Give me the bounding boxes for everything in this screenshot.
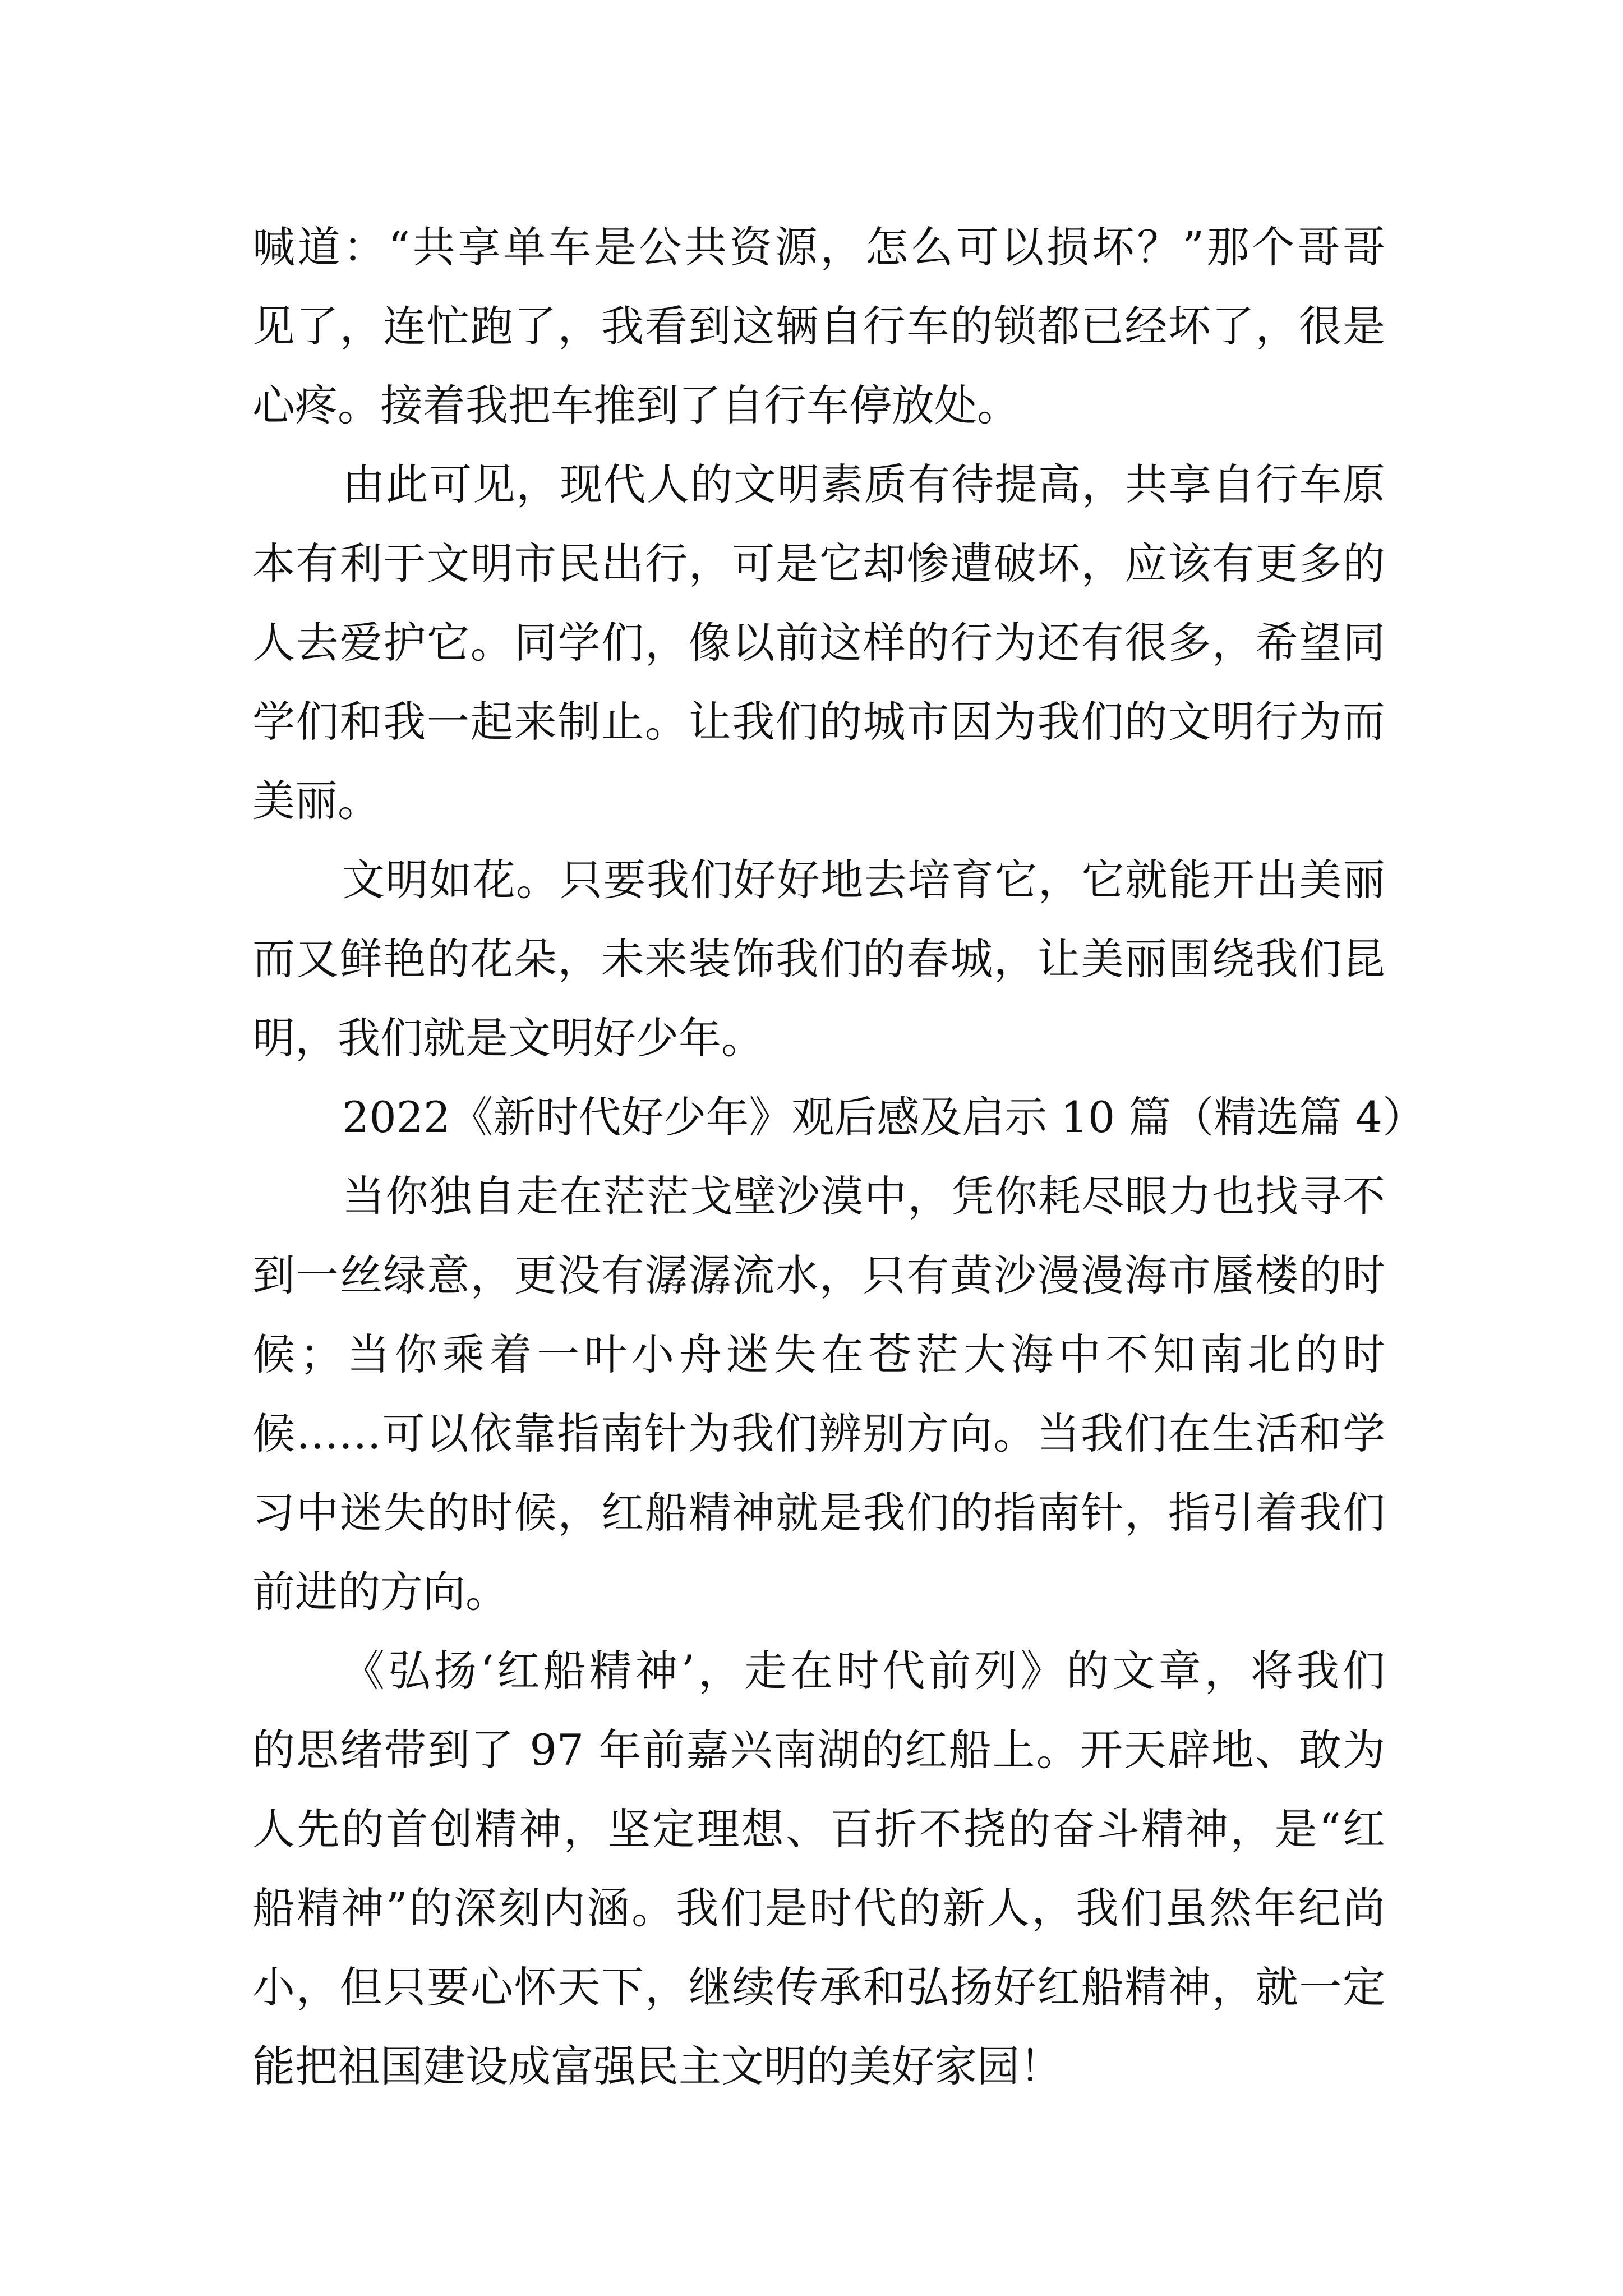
body-text (252, 208, 1425, 2106)
text-line: 美丽。 (252, 776, 380, 826)
text-line: 喊道：“共享单车是公共资源，怎么可以损坏？”那个哥哥 (252, 222, 1385, 272)
text-line: 的思绪带到了 97 年前嘉兴南湖的红船上。开天辟地、敢为 (252, 1725, 1385, 1775)
text-line: 人去爱护它。同学们，像以前这样的行为还有很多，希望同 (252, 618, 1385, 668)
text-line: 习中迷失的时候，红船精神就是我们的指南针，指引着我们 (252, 1488, 1385, 1538)
text-line: 人先的首创精神，坚定理想、百折不挠的奋斗精神，是“红 (252, 1804, 1385, 1854)
paragraph-first-line: 由此可见，现代人的文明素质有待提高，共享自行车原 (342, 459, 1385, 509)
text-line: 学们和我一起来制止。让我们的城市因为我们的文明行为而 (252, 697, 1385, 747)
text-line: 心疼。接着我把车推到了自行车停放处。 (252, 380, 1020, 430)
text-line: 明，我们就是文明好少年。 (252, 1013, 764, 1063)
text-line: 到一丝绿意，更没有潺潺流水，只有黄沙漫漫海市蜃楼的时 (252, 1250, 1385, 1300)
text-line: 候……可以依靠指南针为我们辨别方向。当我们在生活和学 (252, 1409, 1385, 1458)
text-line: 候；当你乘着一叶小舟迷失在苍茫大海中不知南北的时 (252, 1329, 1385, 1379)
text-line: 而又鲜艳的花朵，未来装饰我们的春城，让美丽围绕我们昆 (252, 934, 1385, 984)
text-line: 小，但只要心怀天下，继续传承和弘扬好红船精神，就一定 (252, 1962, 1385, 2012)
text-line: 前进的方向。 (252, 1567, 508, 1617)
text-line: 船精神”的深刻内涵。我们是时代的新人，我们虽然年纪尚 (252, 1883, 1385, 1933)
paragraph-first-line: 《弘扬‘红船精神’，走在时代前列》的文章，将我们 (342, 1646, 1385, 1696)
text-line: 能把祖国建设成富强民主文明的美好家园！ (252, 2041, 1062, 2091)
text-line: 本有利于文明市民出行，可是它却惨遭破坏，应该有更多的 (252, 539, 1385, 588)
paragraph-first-line: 文明如花。只要我们好好地去培育它，它就能开出美丽 (342, 855, 1385, 905)
paragraph-first-line: 当你独自走在茫茫戈壁沙漠中，凭你耗尽眼力也找寻不 (342, 1171, 1385, 1221)
section-heading: 2022《新时代好少年》观后感及启示 10 篇（精选篇 4） (342, 1092, 1425, 1142)
text-line: 见了，连忙跑了，我看到这辆自行车的锁都已经坏了，很是 (252, 301, 1385, 351)
